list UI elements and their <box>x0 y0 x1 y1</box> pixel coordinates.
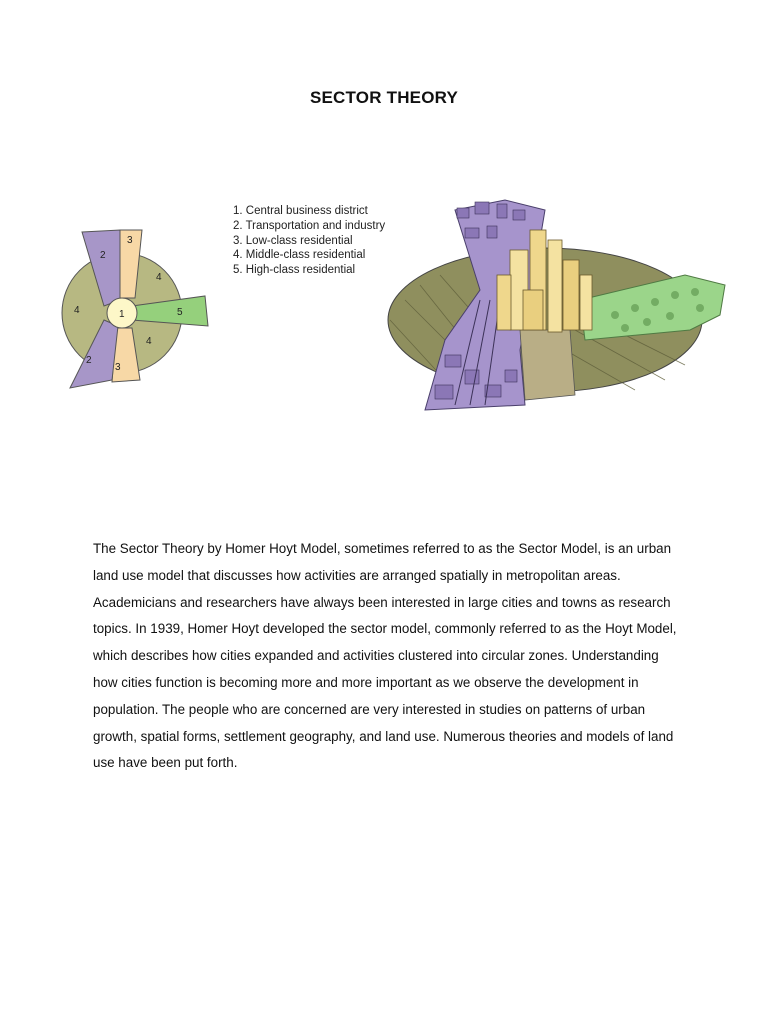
zone-label-4-lower-right: 4 <box>146 336 152 347</box>
zone-label-3-top: 3 <box>127 235 133 246</box>
city-illustration <box>385 180 730 415</box>
legend-item: 3. Low-class residential <box>233 234 353 247</box>
legend-item: 5. High-class residential <box>233 264 356 277</box>
legend-item: 1. Central business district <box>233 205 368 217</box>
zone-legend <box>233 204 385 278</box>
zone-label-2-top: 2 <box>100 250 106 261</box>
city-low-class-sector <box>520 330 575 400</box>
body-paragraph: The Sector Theory by Homer Hoyt Model, sometimes referred to as the Sector Model, is an urban land use model that discusses how activities are arranged spatially in metropolitan areas. Academicians and researchers have always been interested in large cities and towns as research topics. In 1939, Homer Hoyt developed the sector model, commonly referred to as the Hoyt Model, which describes how cities expanded and activities clustered into circular zones. Understanding how cities function is becoming more and more important as we observe the development in population. The people who are concerned are very interested in studies on patterns of urban growth, spatial forms, settlement geography, and land use. Numerous theories and models of land use have been put forth. <box>93 541 677 771</box>
zone-label-4-upper-right: 4 <box>156 272 162 283</box>
sector-diagram <box>60 220 220 410</box>
zone-label-5: 5 <box>177 307 183 318</box>
zone-label-2-bottom: 2 <box>86 355 92 366</box>
zone-label-3-bottom: 3 <box>115 362 121 373</box>
zone-label-1: 1 <box>119 309 125 320</box>
legend-item: 2. Transportation and industry <box>233 219 386 232</box>
sector-model-figure <box>60 180 740 430</box>
legend-item: 4. Middle-class residential <box>233 249 366 262</box>
page-title: SECTOR THEORY <box>309 88 459 107</box>
zone-label-4-left: 4 <box>74 305 80 316</box>
